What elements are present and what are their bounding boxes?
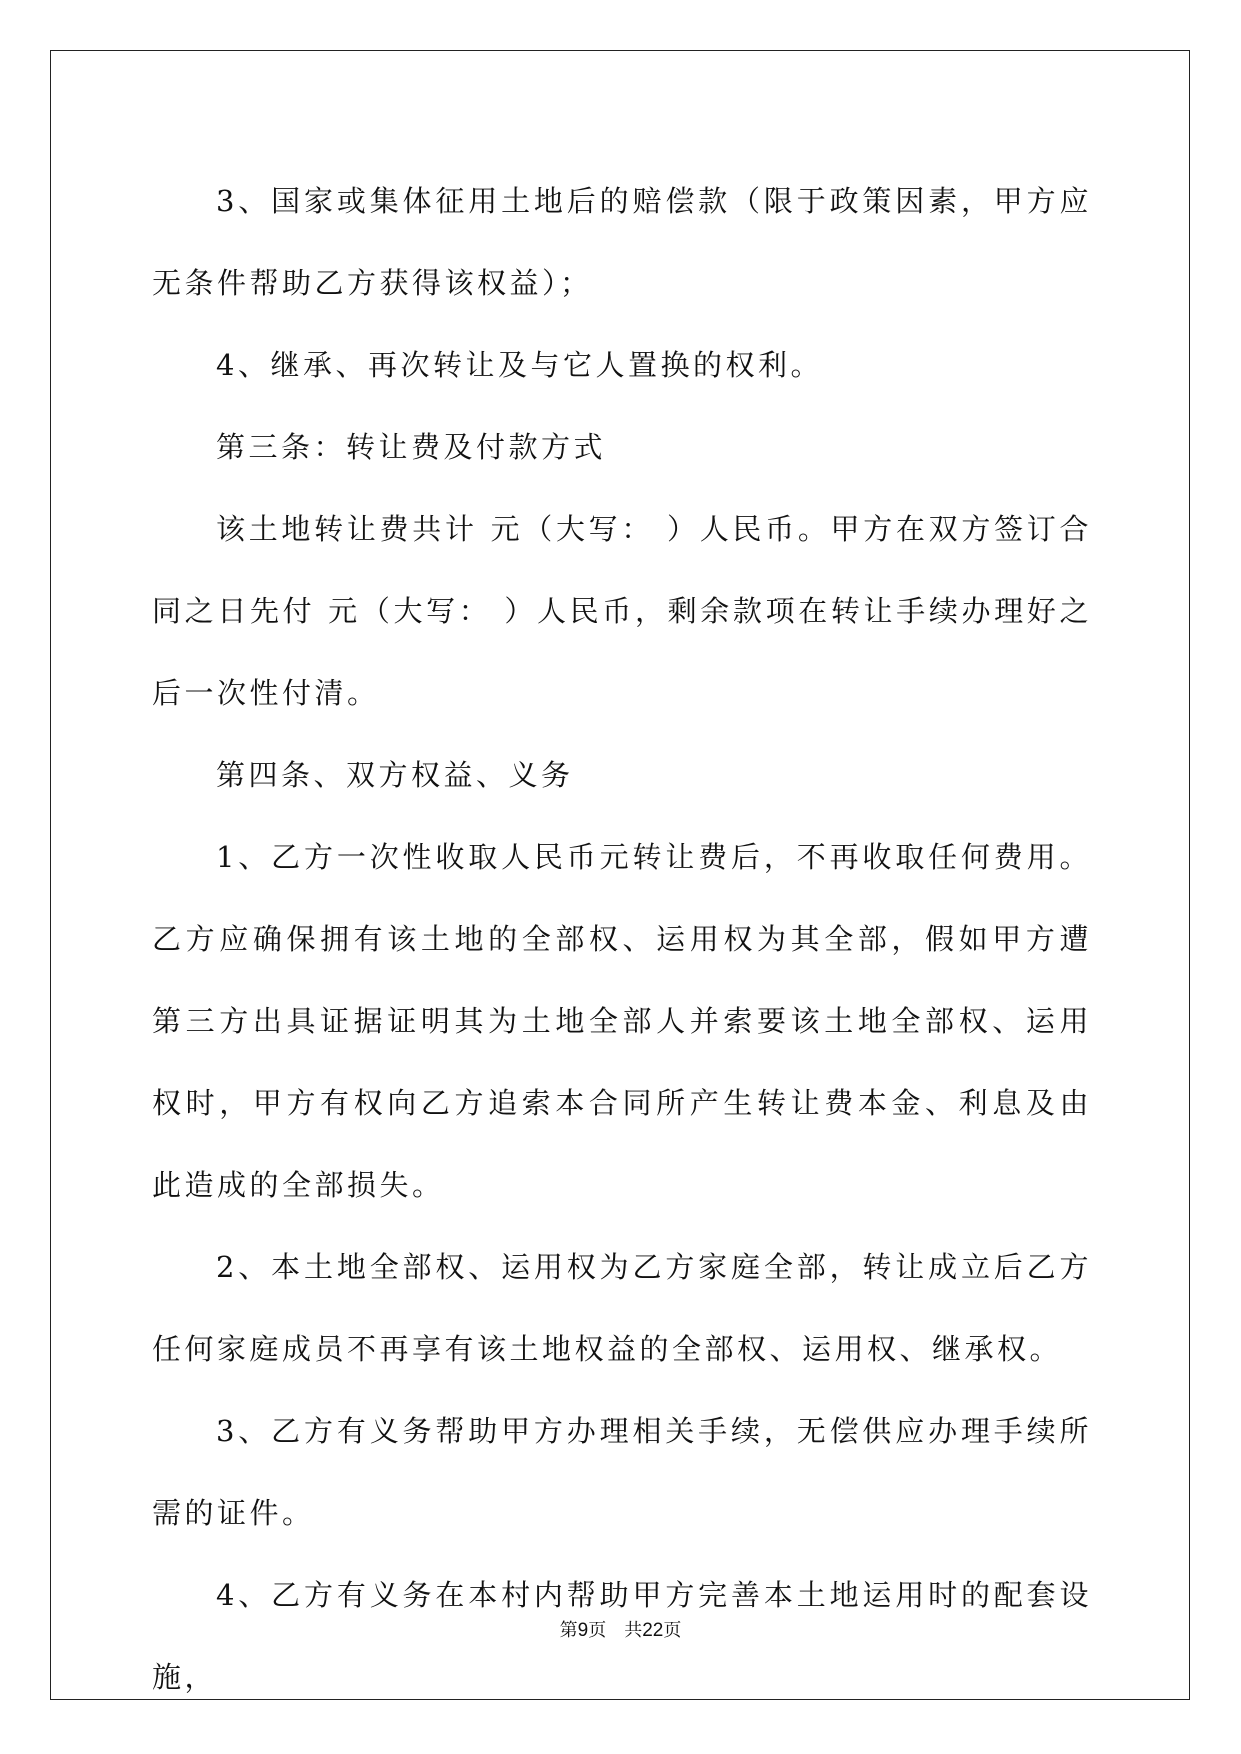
section-heading-article-3: 第三条：转让费及付款方式 [216, 430, 607, 464]
paragraph-obligation-4: 4、乙方有义务在本村内帮助甲方完善本土地运用时的配套设施， [152, 1578, 1092, 1694]
footer-total-prefix: 共 [624, 1620, 643, 1641]
paragraph-inheritance: 4、继承、再次转让及与它人置换的权利。 [216, 348, 823, 382]
footer-page-number: 9 [577, 1620, 589, 1641]
paragraph-obligation-3: 3、乙方有义务帮助甲方办理相关手续，无偿供应办理手续所需的证件。 [152, 1414, 1092, 1530]
section-heading-article-4: 第四条、双方权益、义务 [216, 758, 574, 792]
paragraph-compensation: 3、国家或集体征用土地后的赔偿款（限于政策因素，甲方应无条件帮助乙方获得该权益）； [152, 184, 1092, 300]
footer-total-pages: 22 [642, 1620, 664, 1641]
paragraph-obligation-1: 1、乙方一次性收取人民币元转让费后，不再收取任何费用。乙方应确保拥有该土地的全部权、运用权为其全部，假如甲方遭第三方出具证据证明其为土地全部人并索要该土地全部权、运用权时，甲方有权向乙方追索本合同所产生转让费本金、利息及由此造成的全部损失。 [152, 840, 1092, 1202]
paragraph-transfer-fee: 该土地转让费共计 元（大写： ）人民币。甲方在双方签订合同之日先付 元（大写： ）人民币，剩余款项在转让手续办理好之后一次性付清。 [152, 512, 1092, 710]
paragraph-obligation-2: 2、本土地全部权、运用权为乙方家庭全部，转让成立后乙方任何家庭成员不再享有该土地权益的全部权、运用权、继承权。 [152, 1250, 1092, 1366]
footer-page-prefix: 第 [559, 1620, 578, 1641]
page-footer [0, 1616, 1241, 1642]
footer-total-suffix: 页 [663, 1620, 682, 1641]
document-body [152, 160, 1092, 1718]
footer-page-suffix: 页 [588, 1620, 607, 1641]
